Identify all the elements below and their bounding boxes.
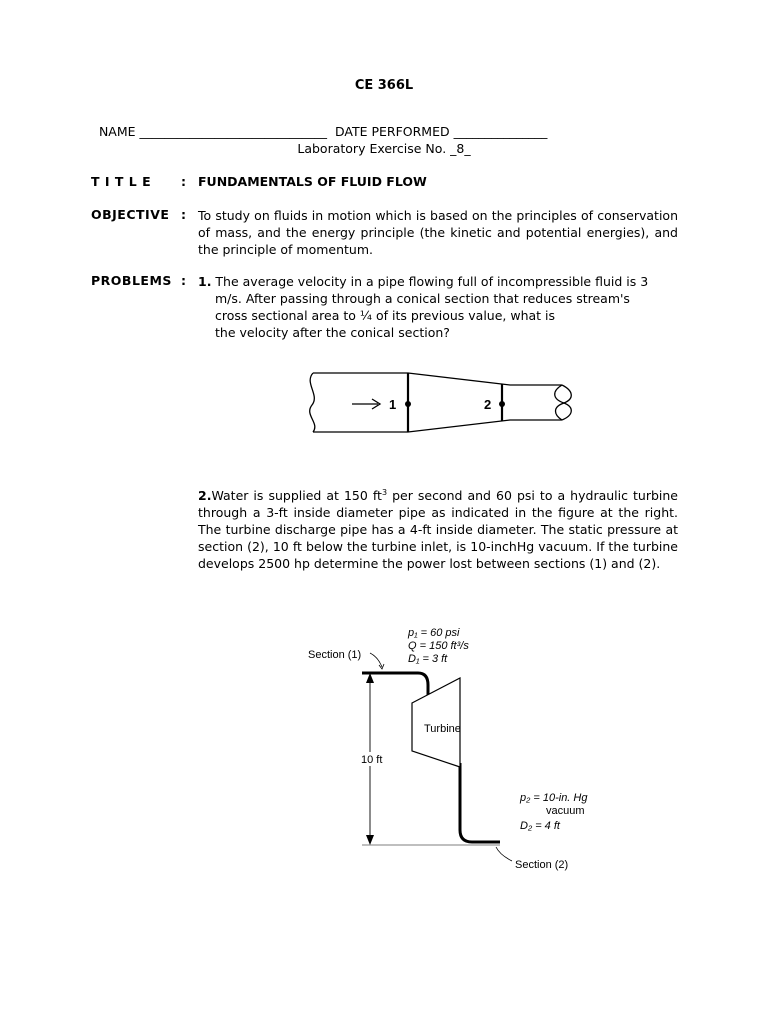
date-performed-label: DATE PERFORMED _______________ [334, 124, 548, 139]
problem-2-text-b: per second and 60 psi to a hydraulic turbine through a 3-ft inside diameter pipe as indicated in the figure at the right. The turbine discharge pipe has a 4-ft inside diameter. The static pressure at section (2), 10 ft below the turbine inlet, is 10-inchHg vacuum. If the turbine develops 2500 hp determine the power lost between sections (1) and (2). [198, 488, 678, 571]
title-colon: : [181, 174, 186, 189]
problem-1-line-4: the velocity after the conical section? [215, 325, 450, 340]
discharge-pipe [460, 763, 500, 842]
problem-2-exponent: 3 [381, 487, 388, 497]
conical-pipe-figure [300, 365, 580, 440]
section-2-leader [496, 847, 512, 861]
section-1-label: 1 [389, 397, 397, 412]
left-break-line [310, 373, 315, 432]
problem-2-number: 2. [198, 488, 212, 503]
problems-label: PROBLEMS [91, 273, 172, 288]
pipe-bottom-edge [313, 420, 562, 432]
dimension-arrow-bottom [366, 835, 374, 845]
name-date-row [91, 109, 547, 139]
section-2-dot [499, 401, 505, 407]
exercise-label: Laboratory Exercise No. [297, 141, 451, 156]
section-1-caption: Section (1) [308, 649, 362, 661]
problem-2-text-a: Water is supplied at 150 ft [211, 488, 382, 503]
inlet-pipe [362, 673, 428, 695]
pipe-top-edge [313, 373, 562, 385]
problem-1 [198, 273, 678, 341]
title-label: T I T L E [91, 174, 152, 189]
section-1-leader [370, 653, 382, 667]
section-2-caption: Section (2) [515, 859, 569, 871]
objective-colon: : [181, 207, 186, 222]
d2-value: D₂ = 4 ft [520, 820, 560, 832]
problem-1-number: 1. [198, 274, 212, 289]
course-code: CE 366L [354, 78, 414, 93]
p2-value: p₂ = 10-in. Hg [520, 792, 588, 804]
section-2-label: 2 [484, 397, 492, 412]
exercise-title: FUNDAMENTALS OF FLUID FLOW [198, 174, 427, 189]
p1-value: p₁ = 60 psi [408, 627, 460, 639]
exercise-line [0, 141, 768, 156]
name-field-label: NAME ______________________________ [98, 124, 328, 139]
problems-colon: : [181, 273, 186, 288]
q-value: Q = 150 ft³/s [408, 640, 469, 652]
vacuum-label: vacuum [546, 805, 585, 817]
objective-text: To study on fluids in motion which is based on the principles of conservation of mass, and the energy principle (the kinetic and potential energies), and the principle of momentum. [198, 208, 678, 257]
exercise-number: _8_ [450, 141, 471, 156]
section-1-dot [405, 401, 411, 407]
problem-1-line-3: cross sectional area to ¼ of its previous value, what is [215, 308, 556, 323]
height-label: 10 ft [361, 754, 383, 766]
turbine-label: Turbine [424, 723, 461, 735]
right-break-inner [555, 385, 564, 420]
d1-value: D₁ = 3 ft [408, 653, 448, 665]
problem-2 [198, 487, 678, 572]
turbine-figure [300, 615, 620, 880]
objective-label: OBJECTIVE [91, 207, 170, 222]
problem-1-line-1: The average velocity in a pipe flowing full of incompressible fluid is 3 [211, 274, 649, 289]
problem-1-line-2: m/s. After passing through a conical section that reduces stream's [215, 291, 630, 306]
